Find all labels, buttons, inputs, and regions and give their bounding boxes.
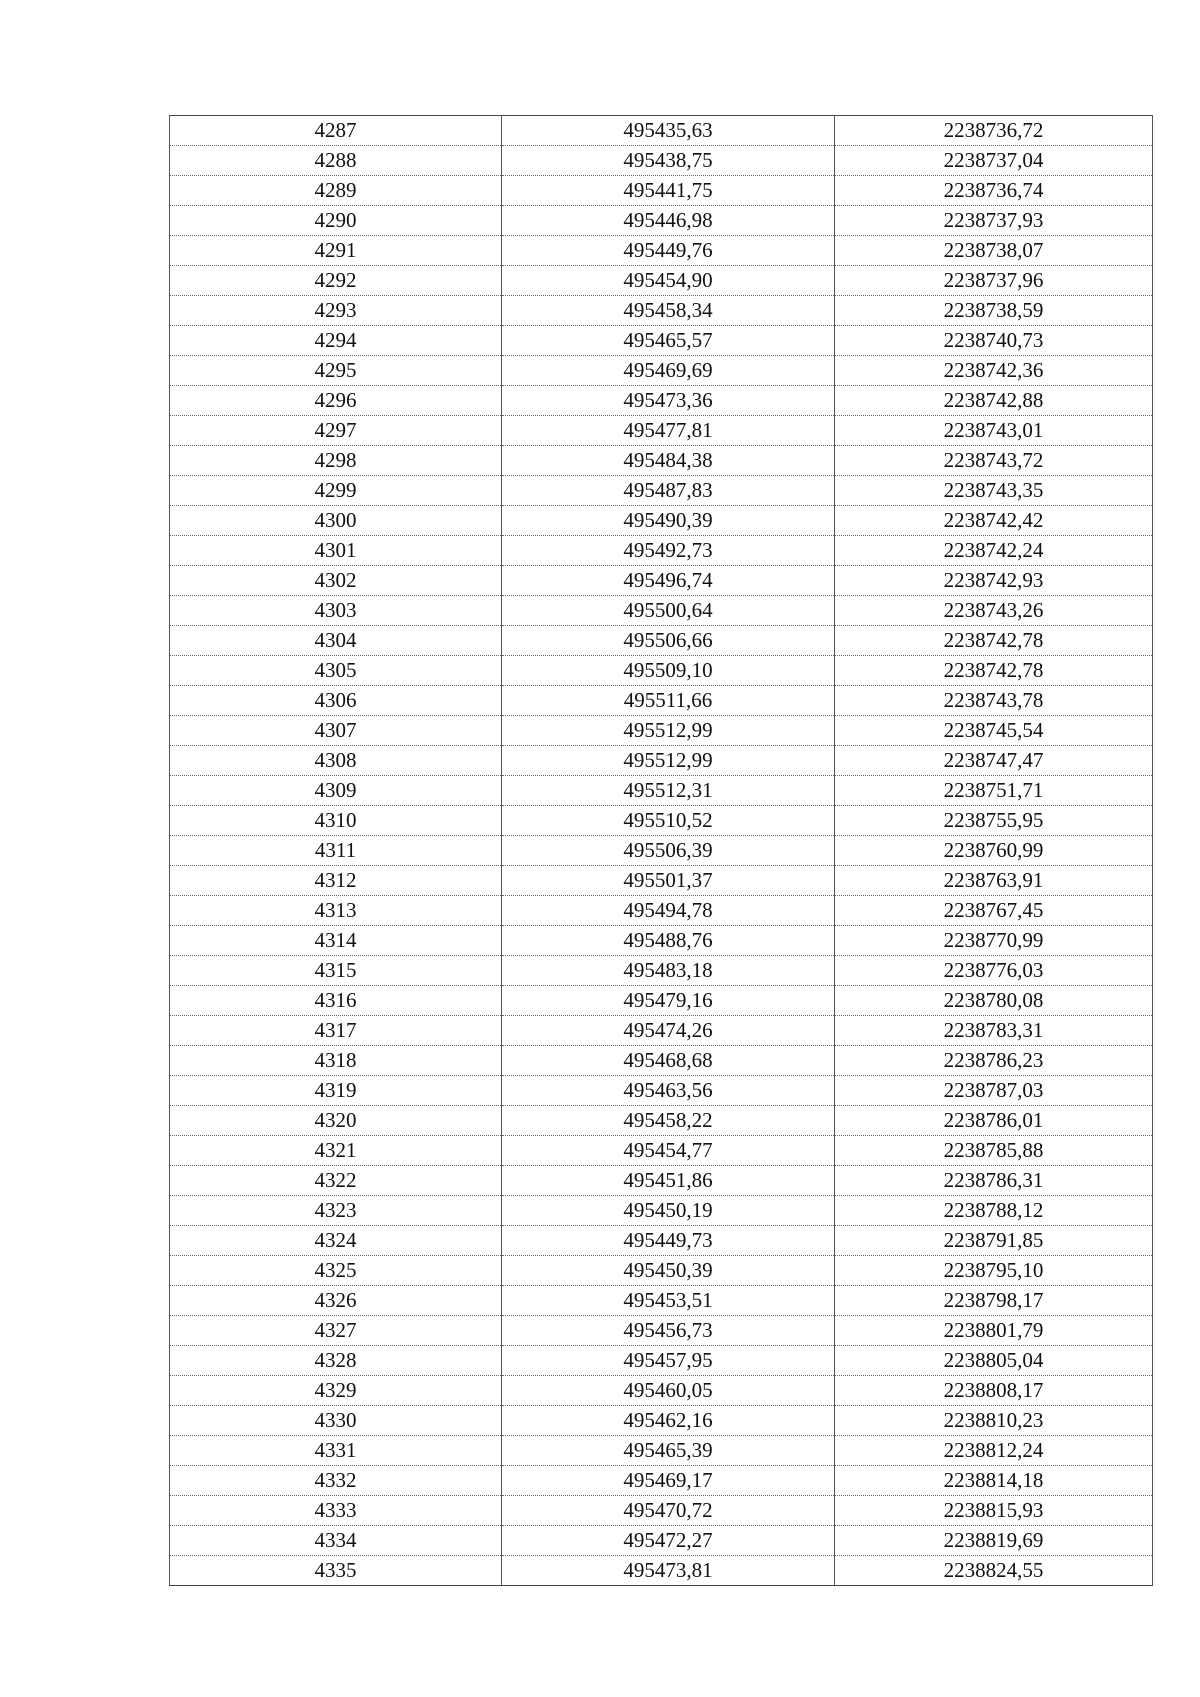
y-coordinate-cell: 2238791,85 bbox=[835, 1226, 1153, 1256]
x-coordinate-cell: 495449,73 bbox=[502, 1226, 835, 1256]
table-row bbox=[170, 1436, 1153, 1466]
x-coordinate-cell: 495511,66 bbox=[502, 686, 835, 716]
table-row bbox=[170, 806, 1153, 836]
x-coordinate-cell: 495501,37 bbox=[502, 866, 835, 896]
x-coordinate-cell: 495470,72 bbox=[502, 1496, 835, 1526]
y-coordinate-cell: 2238824,55 bbox=[835, 1556, 1153, 1586]
table-row bbox=[170, 506, 1153, 536]
table-row bbox=[170, 1196, 1153, 1226]
point-number-cell: 4291 bbox=[170, 236, 502, 266]
point-number-cell: 4324 bbox=[170, 1226, 502, 1256]
y-coordinate-cell: 2238742,88 bbox=[835, 386, 1153, 416]
point-number-cell: 4321 bbox=[170, 1136, 502, 1166]
point-number-cell: 4295 bbox=[170, 356, 502, 386]
y-coordinate-cell: 2238742,78 bbox=[835, 626, 1153, 656]
x-coordinate-cell: 495477,81 bbox=[502, 416, 835, 446]
y-coordinate-cell: 2238737,04 bbox=[835, 146, 1153, 176]
y-coordinate-cell: 2238767,45 bbox=[835, 896, 1153, 926]
x-coordinate-cell: 495512,99 bbox=[502, 746, 835, 776]
y-coordinate-cell: 2238747,47 bbox=[835, 746, 1153, 776]
table-row bbox=[170, 776, 1153, 806]
table-row bbox=[170, 1316, 1153, 1346]
y-coordinate-cell: 2238743,26 bbox=[835, 596, 1153, 626]
point-number-cell: 4311 bbox=[170, 836, 502, 866]
x-coordinate-cell: 495463,56 bbox=[502, 1076, 835, 1106]
x-coordinate-cell: 495465,57 bbox=[502, 326, 835, 356]
x-coordinate-cell: 495496,74 bbox=[502, 566, 835, 596]
table-row bbox=[170, 386, 1153, 416]
point-number-cell: 4326 bbox=[170, 1286, 502, 1316]
point-number-cell: 4302 bbox=[170, 566, 502, 596]
x-coordinate-cell: 495500,64 bbox=[502, 596, 835, 626]
table-row bbox=[170, 566, 1153, 596]
point-number-cell: 4309 bbox=[170, 776, 502, 806]
y-coordinate-cell: 2238786,31 bbox=[835, 1166, 1153, 1196]
point-number-cell: 4329 bbox=[170, 1376, 502, 1406]
table-row bbox=[170, 656, 1153, 686]
y-coordinate-cell: 2238745,54 bbox=[835, 716, 1153, 746]
y-coordinate-cell: 2238736,72 bbox=[835, 116, 1153, 146]
x-coordinate-cell: 495449,76 bbox=[502, 236, 835, 266]
table-row bbox=[170, 986, 1153, 1016]
x-coordinate-cell: 495469,69 bbox=[502, 356, 835, 386]
table-row bbox=[170, 836, 1153, 866]
x-coordinate-cell: 495450,39 bbox=[502, 1256, 835, 1286]
y-coordinate-cell: 2238743,35 bbox=[835, 476, 1153, 506]
point-number-cell: 4330 bbox=[170, 1406, 502, 1436]
y-coordinate-cell: 2238738,59 bbox=[835, 296, 1153, 326]
x-coordinate-cell: 495487,83 bbox=[502, 476, 835, 506]
point-number-cell: 4323 bbox=[170, 1196, 502, 1226]
point-number-cell: 4292 bbox=[170, 266, 502, 296]
point-number-cell: 4296 bbox=[170, 386, 502, 416]
y-coordinate-cell: 2238743,72 bbox=[835, 446, 1153, 476]
point-number-cell: 4322 bbox=[170, 1166, 502, 1196]
table-row bbox=[170, 1226, 1153, 1256]
y-coordinate-cell: 2238783,31 bbox=[835, 1016, 1153, 1046]
point-number-cell: 4303 bbox=[170, 596, 502, 626]
point-number-cell: 4315 bbox=[170, 956, 502, 986]
point-number-cell: 4314 bbox=[170, 926, 502, 956]
point-number-cell: 4313 bbox=[170, 896, 502, 926]
y-coordinate-cell: 2238814,18 bbox=[835, 1466, 1153, 1496]
table-row bbox=[170, 1496, 1153, 1526]
point-number-cell: 4293 bbox=[170, 296, 502, 326]
x-coordinate-cell: 495512,31 bbox=[502, 776, 835, 806]
point-number-cell: 4305 bbox=[170, 656, 502, 686]
table-row bbox=[170, 1466, 1153, 1496]
table-row bbox=[170, 1106, 1153, 1136]
x-coordinate-cell: 495469,17 bbox=[502, 1466, 835, 1496]
y-coordinate-cell: 2238737,93 bbox=[835, 206, 1153, 236]
point-number-cell: 4289 bbox=[170, 176, 502, 206]
point-number-cell: 4327 bbox=[170, 1316, 502, 1346]
point-number-cell: 4332 bbox=[170, 1466, 502, 1496]
x-coordinate-cell: 495512,99 bbox=[502, 716, 835, 746]
table-row bbox=[170, 626, 1153, 656]
table-row bbox=[170, 266, 1153, 296]
table-row bbox=[170, 116, 1153, 146]
table-row bbox=[170, 1166, 1153, 1196]
point-number-cell: 4299 bbox=[170, 476, 502, 506]
table-row bbox=[170, 716, 1153, 746]
table-row bbox=[170, 416, 1153, 446]
y-coordinate-cell: 2238786,01 bbox=[835, 1106, 1153, 1136]
table-row bbox=[170, 446, 1153, 476]
table-row bbox=[170, 746, 1153, 776]
x-coordinate-cell: 495506,66 bbox=[502, 626, 835, 656]
table-row bbox=[170, 1346, 1153, 1376]
y-coordinate-cell: 2238812,24 bbox=[835, 1436, 1153, 1466]
y-coordinate-cell: 2238755,95 bbox=[835, 806, 1153, 836]
table-row bbox=[170, 536, 1153, 566]
y-coordinate-cell: 2238785,88 bbox=[835, 1136, 1153, 1166]
x-coordinate-cell: 495462,16 bbox=[502, 1406, 835, 1436]
point-number-cell: 4331 bbox=[170, 1436, 502, 1466]
point-number-cell: 4288 bbox=[170, 146, 502, 176]
coordinates-table-body bbox=[170, 116, 1153, 1586]
y-coordinate-cell: 2238770,99 bbox=[835, 926, 1153, 956]
point-number-cell: 4301 bbox=[170, 536, 502, 566]
point-number-cell: 4318 bbox=[170, 1046, 502, 1076]
point-number-cell: 4307 bbox=[170, 716, 502, 746]
y-coordinate-cell: 2238742,24 bbox=[835, 536, 1153, 566]
point-number-cell: 4320 bbox=[170, 1106, 502, 1136]
y-coordinate-cell: 2238776,03 bbox=[835, 956, 1153, 986]
table-row bbox=[170, 1526, 1153, 1556]
table-row bbox=[170, 1286, 1153, 1316]
x-coordinate-cell: 495473,36 bbox=[502, 386, 835, 416]
point-number-cell: 4335 bbox=[170, 1556, 502, 1586]
y-coordinate-cell: 2238742,36 bbox=[835, 356, 1153, 386]
table-row bbox=[170, 1046, 1153, 1076]
x-coordinate-cell: 495488,76 bbox=[502, 926, 835, 956]
coordinates-table bbox=[169, 115, 1153, 1586]
x-coordinate-cell: 495490,39 bbox=[502, 506, 835, 536]
y-coordinate-cell: 2238740,73 bbox=[835, 326, 1153, 356]
y-coordinate-cell: 2238780,08 bbox=[835, 986, 1153, 1016]
point-number-cell: 4316 bbox=[170, 986, 502, 1016]
table-row bbox=[170, 1016, 1153, 1046]
x-coordinate-cell: 495468,68 bbox=[502, 1046, 835, 1076]
y-coordinate-cell: 2238810,23 bbox=[835, 1406, 1153, 1436]
x-coordinate-cell: 495509,10 bbox=[502, 656, 835, 686]
table-row bbox=[170, 1136, 1153, 1166]
x-coordinate-cell: 495474,26 bbox=[502, 1016, 835, 1046]
y-coordinate-cell: 2238738,07 bbox=[835, 236, 1153, 266]
point-number-cell: 4304 bbox=[170, 626, 502, 656]
y-coordinate-cell: 2238815,93 bbox=[835, 1496, 1153, 1526]
y-coordinate-cell: 2238786,23 bbox=[835, 1046, 1153, 1076]
x-coordinate-cell: 495446,98 bbox=[502, 206, 835, 236]
y-coordinate-cell: 2238798,17 bbox=[835, 1286, 1153, 1316]
x-coordinate-cell: 495473,81 bbox=[502, 1556, 835, 1586]
y-coordinate-cell: 2238760,99 bbox=[835, 836, 1153, 866]
table-row bbox=[170, 866, 1153, 896]
x-coordinate-cell: 495465,39 bbox=[502, 1436, 835, 1466]
y-coordinate-cell: 2238801,79 bbox=[835, 1316, 1153, 1346]
y-coordinate-cell: 2238795,10 bbox=[835, 1256, 1153, 1286]
x-coordinate-cell: 495435,63 bbox=[502, 116, 835, 146]
point-number-cell: 4334 bbox=[170, 1526, 502, 1556]
point-number-cell: 4319 bbox=[170, 1076, 502, 1106]
y-coordinate-cell: 2238787,03 bbox=[835, 1076, 1153, 1106]
y-coordinate-cell: 2238742,93 bbox=[835, 566, 1153, 596]
table-row bbox=[170, 236, 1153, 266]
table-row bbox=[170, 146, 1153, 176]
table-row bbox=[170, 176, 1153, 206]
y-coordinate-cell: 2238763,91 bbox=[835, 866, 1153, 896]
table-row bbox=[170, 926, 1153, 956]
point-number-cell: 4290 bbox=[170, 206, 502, 236]
x-coordinate-cell: 495454,90 bbox=[502, 266, 835, 296]
point-number-cell: 4325 bbox=[170, 1256, 502, 1286]
x-coordinate-cell: 495483,18 bbox=[502, 956, 835, 986]
x-coordinate-cell: 495450,19 bbox=[502, 1196, 835, 1226]
table-row bbox=[170, 296, 1153, 326]
table-row bbox=[170, 956, 1153, 986]
point-number-cell: 4297 bbox=[170, 416, 502, 446]
table-row bbox=[170, 686, 1153, 716]
point-number-cell: 4300 bbox=[170, 506, 502, 536]
y-coordinate-cell: 2238742,42 bbox=[835, 506, 1153, 536]
y-coordinate-cell: 2238788,12 bbox=[835, 1196, 1153, 1226]
table-row bbox=[170, 1406, 1153, 1436]
x-coordinate-cell: 495458,22 bbox=[502, 1106, 835, 1136]
y-coordinate-cell: 2238736,74 bbox=[835, 176, 1153, 206]
x-coordinate-cell: 495506,39 bbox=[502, 836, 835, 866]
table-row bbox=[170, 476, 1153, 506]
y-coordinate-cell: 2238737,96 bbox=[835, 266, 1153, 296]
y-coordinate-cell: 2238742,78 bbox=[835, 656, 1153, 686]
x-coordinate-cell: 495454,77 bbox=[502, 1136, 835, 1166]
table-row bbox=[170, 896, 1153, 926]
point-number-cell: 4287 bbox=[170, 116, 502, 146]
table-row bbox=[170, 1556, 1153, 1586]
x-coordinate-cell: 495453,51 bbox=[502, 1286, 835, 1316]
point-number-cell: 4328 bbox=[170, 1346, 502, 1376]
y-coordinate-cell: 2238751,71 bbox=[835, 776, 1153, 806]
y-coordinate-cell: 2238808,17 bbox=[835, 1376, 1153, 1406]
x-coordinate-cell: 495492,73 bbox=[502, 536, 835, 566]
point-number-cell: 4333 bbox=[170, 1496, 502, 1526]
x-coordinate-cell: 495479,16 bbox=[502, 986, 835, 1016]
table-row bbox=[170, 1256, 1153, 1286]
x-coordinate-cell: 495460,05 bbox=[502, 1376, 835, 1406]
table-row bbox=[170, 1076, 1153, 1106]
y-coordinate-cell: 2238743,78 bbox=[835, 686, 1153, 716]
table-row bbox=[170, 356, 1153, 386]
point-number-cell: 4294 bbox=[170, 326, 502, 356]
table-row bbox=[170, 596, 1153, 626]
x-coordinate-cell: 495472,27 bbox=[502, 1526, 835, 1556]
x-coordinate-cell: 495451,86 bbox=[502, 1166, 835, 1196]
x-coordinate-cell: 495457,95 bbox=[502, 1346, 835, 1376]
y-coordinate-cell: 2238819,69 bbox=[835, 1526, 1153, 1556]
point-number-cell: 4308 bbox=[170, 746, 502, 776]
y-coordinate-cell: 2238743,01 bbox=[835, 416, 1153, 446]
point-number-cell: 4298 bbox=[170, 446, 502, 476]
x-coordinate-cell: 495510,52 bbox=[502, 806, 835, 836]
point-number-cell: 4317 bbox=[170, 1016, 502, 1046]
point-number-cell: 4310 bbox=[170, 806, 502, 836]
table-row bbox=[170, 326, 1153, 356]
point-number-cell: 4312 bbox=[170, 866, 502, 896]
table-row bbox=[170, 1376, 1153, 1406]
table-row bbox=[170, 206, 1153, 236]
x-coordinate-cell: 495456,73 bbox=[502, 1316, 835, 1346]
point-number-cell: 4306 bbox=[170, 686, 502, 716]
x-coordinate-cell: 495494,78 bbox=[502, 896, 835, 926]
x-coordinate-cell: 495438,75 bbox=[502, 146, 835, 176]
y-coordinate-cell: 2238805,04 bbox=[835, 1346, 1153, 1376]
x-coordinate-cell: 495458,34 bbox=[502, 296, 835, 326]
x-coordinate-cell: 495484,38 bbox=[502, 446, 835, 476]
x-coordinate-cell: 495441,75 bbox=[502, 176, 835, 206]
